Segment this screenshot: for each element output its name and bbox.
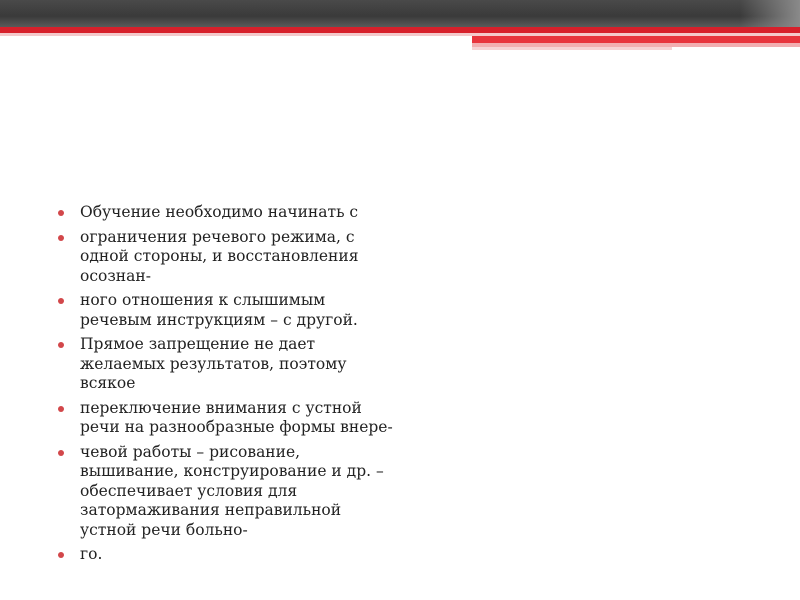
accent-stripe-pale (472, 47, 672, 50)
header-bar-highlight (740, 0, 800, 27)
bullet-icon (58, 552, 64, 558)
bullet-item (58, 399, 398, 438)
bullet-icon (58, 342, 64, 348)
bullet-item (58, 443, 398, 541)
bullet-icon (58, 450, 64, 456)
bullet-item (58, 545, 398, 565)
bullet-text: чевой работы – рисование, вышивание, конструирование и др. – обеспечивает условия для затормаживания неправильной устной речи больно- (80, 442, 384, 539)
bullet-icon (58, 210, 64, 216)
header-bar (0, 0, 800, 27)
accent-stripe-red (472, 36, 800, 43)
bullet-text: Прямое запрещение не дает желаемых результатов, поэтому всякое (80, 335, 347, 392)
bullet-icon (58, 298, 64, 304)
bullet-list (58, 203, 398, 565)
bullet-text: ограничения речевого режима, с одной стороны, и восстановления осознан- (80, 227, 359, 285)
slide-content (58, 203, 398, 570)
bullet-text: переключение внимания с устной речи на разнообразные формы внере- (80, 398, 393, 436)
bullet-item (58, 335, 398, 394)
bullet-icon (58, 235, 64, 241)
bullet-item (58, 203, 398, 223)
bullet-icon (58, 406, 64, 412)
bullet-item (58, 228, 398, 287)
bullet-item (58, 291, 398, 330)
bullet-text: Обучение необходимо начинать с (80, 203, 359, 221)
bullet-text: ного отношения к слышимым речевым инструкциям – с другой. (80, 291, 358, 329)
bullet-text: го. (80, 545, 103, 563)
